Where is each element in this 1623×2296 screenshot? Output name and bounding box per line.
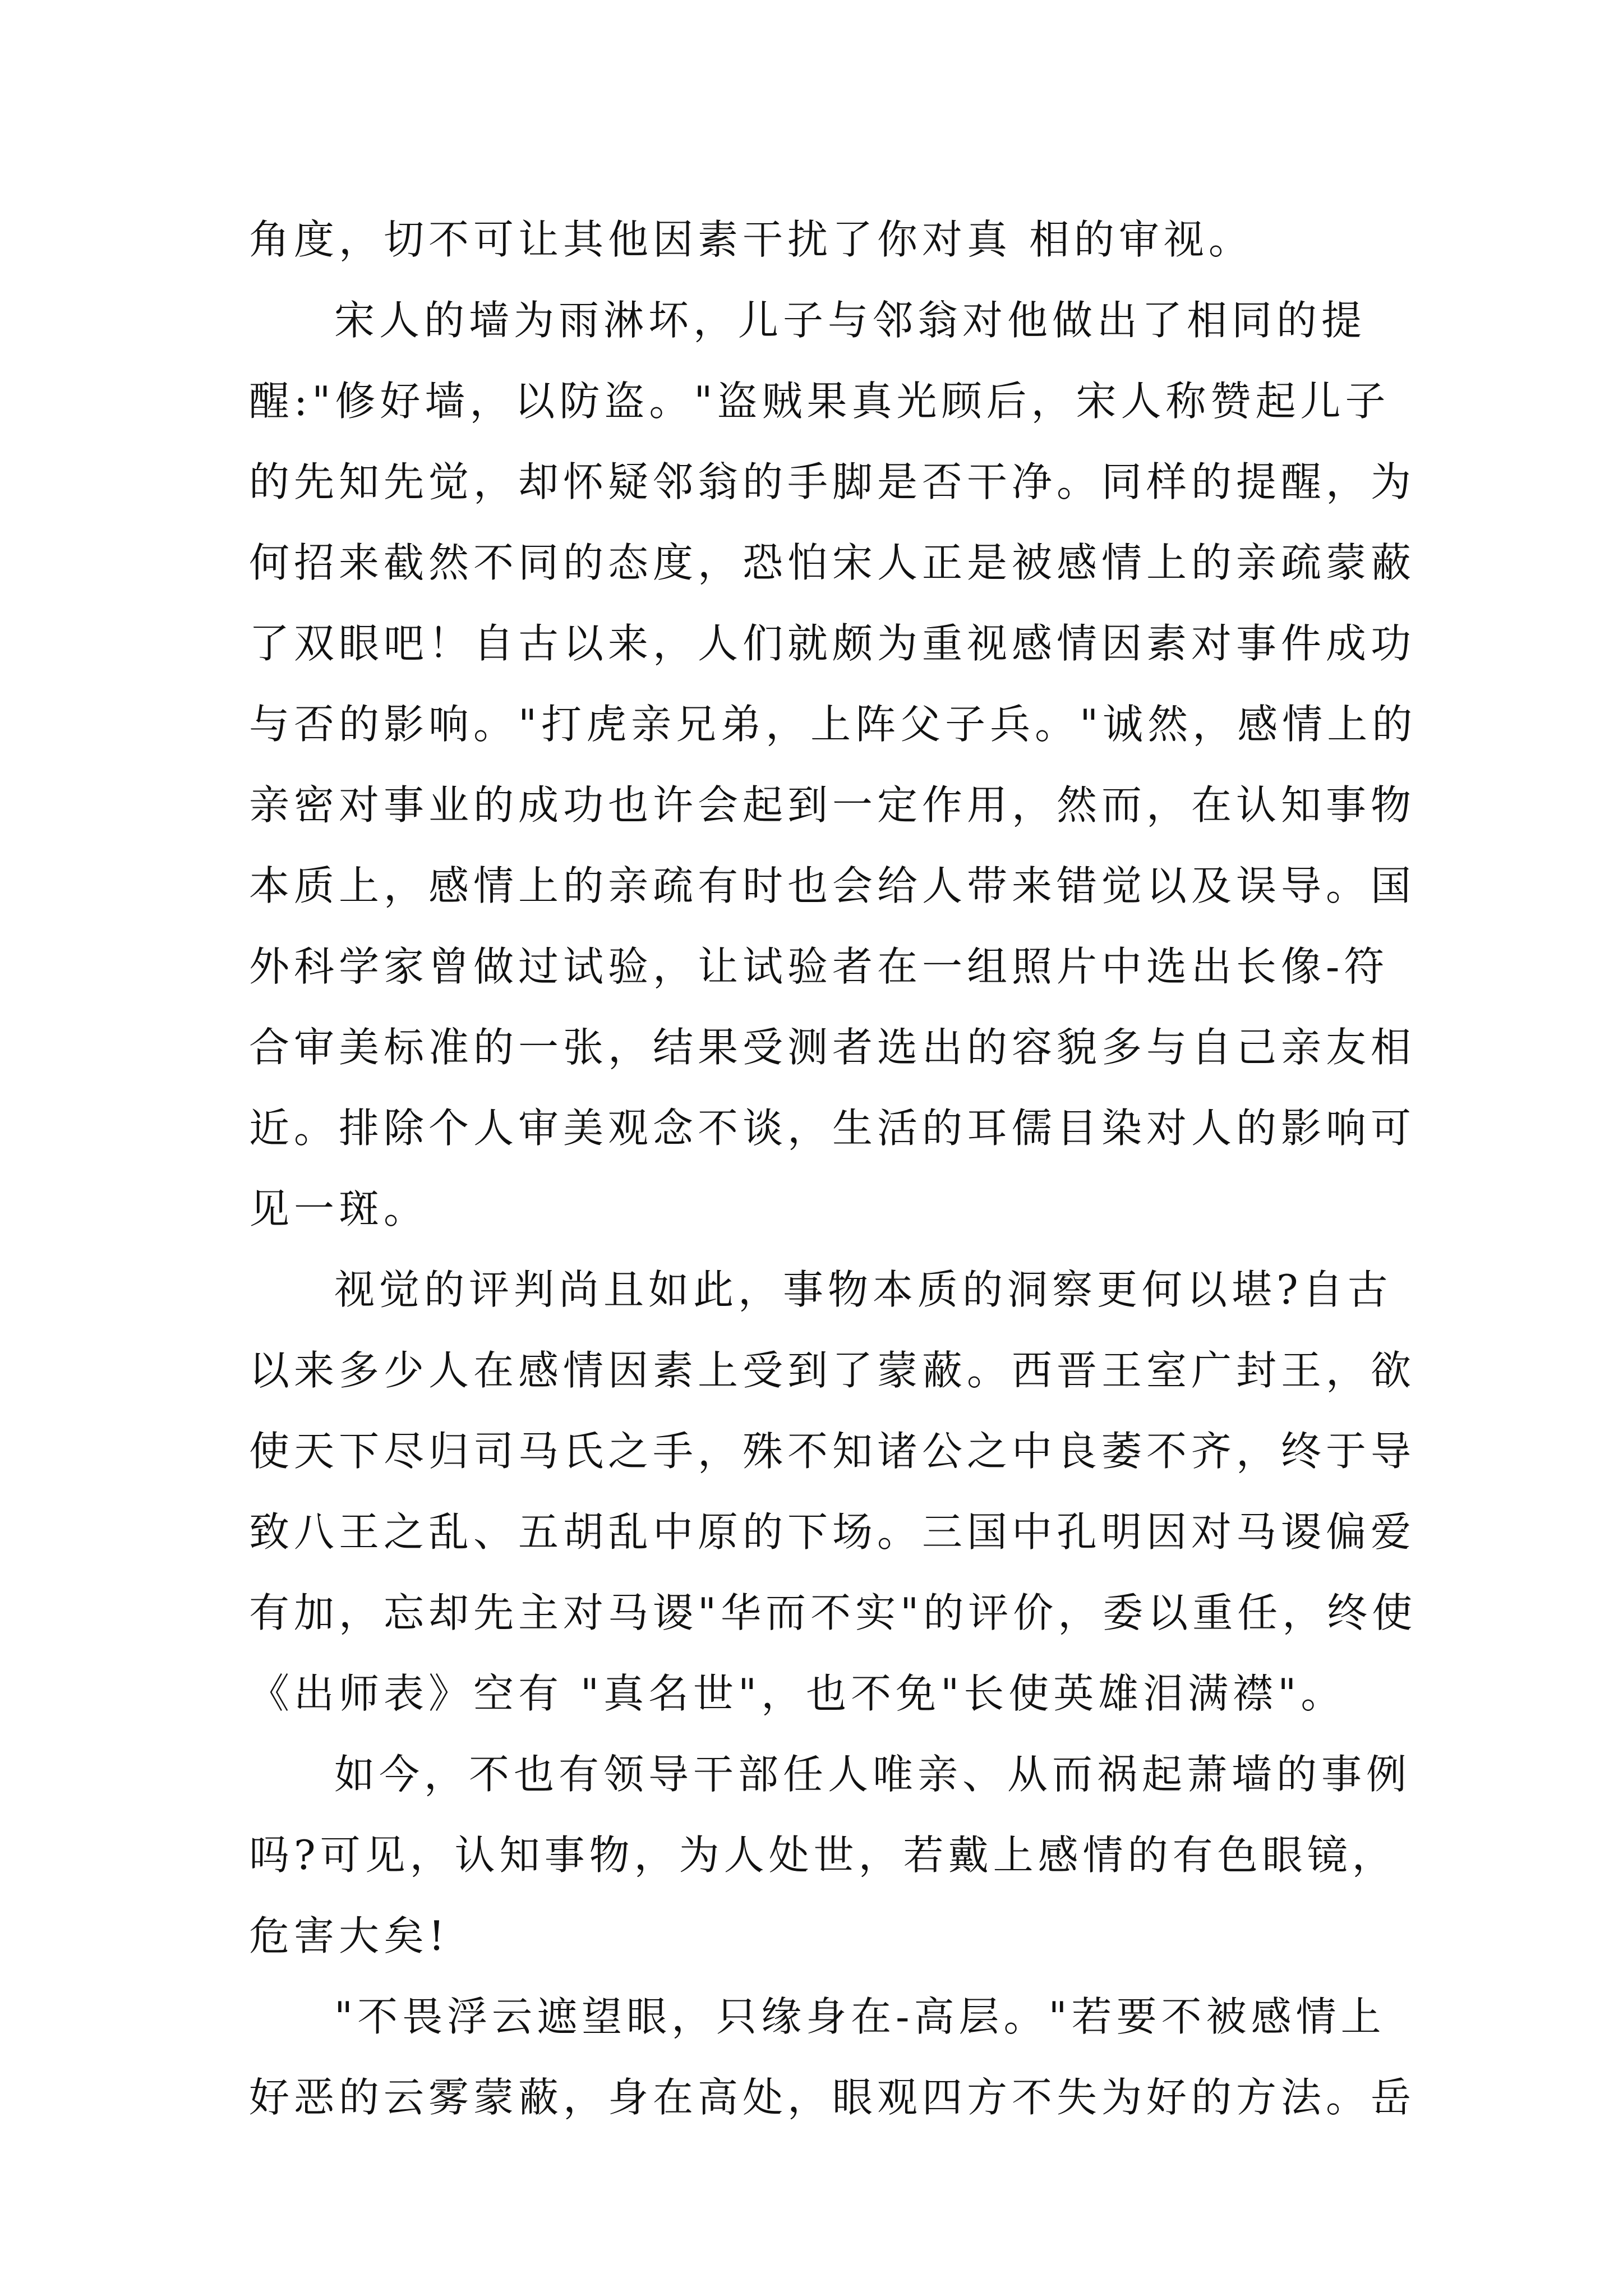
text-line: 与否的影响。"打虎亲兄弟，上阵父子兵。"诚然，感情上的 <box>249 701 1417 748</box>
text-line: 何招来截然不同的态度，恐怕宋人正是被感情上的亲疏蒙蔽 <box>249 539 1416 586</box>
body-text <box>249 199 1417 2138</box>
text-line: 以来多少人在感情因素上受到了蒙蔽。西晋王室广封王，欲 <box>249 1347 1416 1394</box>
text-line: 的先知先觉，却怀疑邻翁的手脚是否干净。同样的提醒，为 <box>249 458 1416 505</box>
text-line: 宋人的墙为雨淋坏，儿子与邻翁对他做出了相同的提 <box>334 297 1367 344</box>
text-line: 本质上，感情上的亲疏有时也会给人带来错觉以及误导。国 <box>249 862 1416 909</box>
text-line: 吗?可见，认知事物，为人处世，若戴上感情的有色眼镜， <box>249 1832 1397 1879</box>
text-line: "不畏浮云遮望眼，只缘身在-高层。"若要不被感情上 <box>334 1993 1386 2040</box>
text-line: 危害大矣! <box>249 1912 449 1959</box>
text-line: 致八王之乱、五胡乱中原的下场。三国中孔明因对马谡偏爱 <box>249 1508 1416 1556</box>
text-line: 有加，忘却先主对马谡"华而不实"的评价，委以重任，终使 <box>249 1589 1417 1636</box>
text-line: 使天下尽归司马氏之手，殊不知诸公之中良萎不齐，终于导 <box>249 1428 1416 1475</box>
text-line: 见一斑。 <box>249 1185 429 1232</box>
text-line: 近。排除个人审美观念不谈，生活的耳儒目染对人的影响可 <box>249 1105 1416 1152</box>
text-line: 《出师表》空有 "真名世"，也不免"长使英雄泪满襟"。 <box>249 1670 1346 1717</box>
text-line: 如今，不也有领导干部任人唯亲、从而祸起萧墙的事例 <box>334 1751 1412 1798</box>
text-line: 醒:"修好墙，以防盗。"盗贼果真光顾后，宋人称赞起儿子 <box>249 378 1390 425</box>
text-line: 视觉的评判尚且如此，事物本质的洞察更何以堪?自古 <box>334 1266 1393 1313</box>
text-line: 角度，切不可让其他因素干扰了你对真 相的审视。 <box>249 216 1253 263</box>
text-line: 好恶的云雾蒙蔽，身在高处，眼观四方不失为好的方法。岳 <box>249 2074 1416 2121</box>
text-line: 了双眼吧！自古以来，人们就颇为重视感情因素对事件成功 <box>249 620 1416 667</box>
text-line: 合审美标准的一张，结果受测者选出的容貌多与自己亲友相 <box>249 1024 1416 1071</box>
text-line: 亲密对事业的成功也许会起到一定作用，然而，在认知事物 <box>249 781 1416 829</box>
text-line: 外科学家曾做过试验，让试验者在一组照片中选出长像-符 <box>249 943 1389 990</box>
